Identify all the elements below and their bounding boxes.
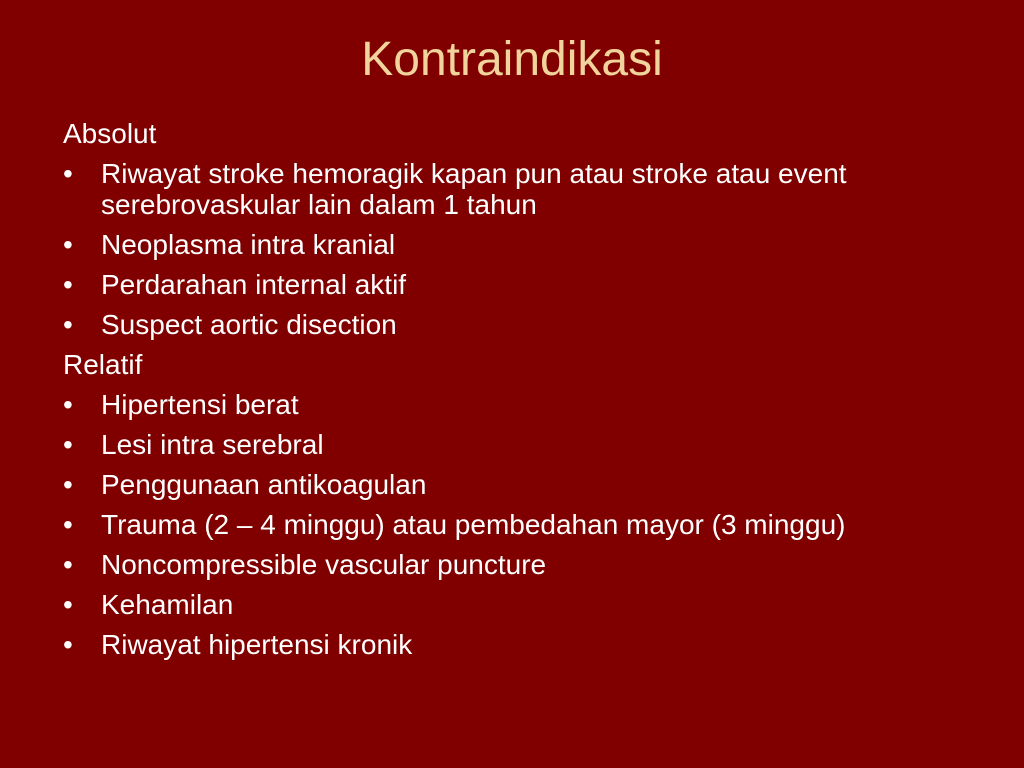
list-item-text: Perdarahan internal aktif: [101, 269, 407, 300]
bullet-list: [63, 389, 963, 660]
list-item: [63, 549, 963, 580]
bullet-icon: •: [63, 429, 73, 460]
section-label: Absolut: [63, 118, 157, 149]
list-item-text: Suspect aortic disection: [101, 309, 397, 340]
list-item: [63, 469, 963, 500]
list-item: [63, 589, 963, 620]
list-item: [63, 509, 963, 540]
bullet-icon: •: [63, 229, 73, 260]
list-item-text: Noncompressible vascular puncture: [101, 549, 547, 580]
slide-title: Kontraindikasi: [361, 33, 663, 86]
list-item-text: Neoplasma intra kranial: [101, 229, 396, 260]
bullet-icon: •: [63, 549, 73, 580]
section-label: Relatif: [63, 349, 143, 380]
list-item-text: Hipertensi berat: [101, 389, 299, 420]
list-item: [63, 309, 963, 340]
list-item: [63, 629, 963, 660]
bullet-icon: •: [63, 589, 73, 620]
list-item: [63, 158, 963, 220]
bullet-list: [63, 158, 963, 340]
slide-body: [63, 118, 963, 669]
list-item-text: Kehamilan: [101, 589, 234, 620]
bullet-icon: •: [63, 469, 73, 500]
list-item: [63, 389, 963, 420]
bullet-icon: •: [63, 158, 73, 189]
bullet-icon: •: [63, 629, 73, 660]
bullet-icon: •: [63, 509, 73, 540]
list-item-text: Penggunaan antikoagulan: [101, 469, 427, 500]
bullet-icon: •: [63, 389, 73, 420]
bullet-icon: •: [63, 309, 73, 340]
list-item: [63, 429, 963, 460]
list-item-text: Trauma (2 – 4 minggu) atau pembedahan mayor (3 minggu): [101, 509, 846, 540]
section-relatif: [63, 349, 963, 660]
list-item: [63, 229, 963, 260]
list-item-text: Lesi intra serebral: [101, 429, 324, 460]
list-item-text: Riwayat hipertensi kronik: [101, 629, 413, 660]
bullet-icon: •: [63, 269, 73, 300]
list-item-text: Riwayat stroke hemoragik kapan pun atau stroke atau event serebrovaskular lain dalam 1 tahun: [101, 158, 847, 220]
section-absolut: [63, 118, 963, 340]
list-item: [63, 269, 963, 300]
